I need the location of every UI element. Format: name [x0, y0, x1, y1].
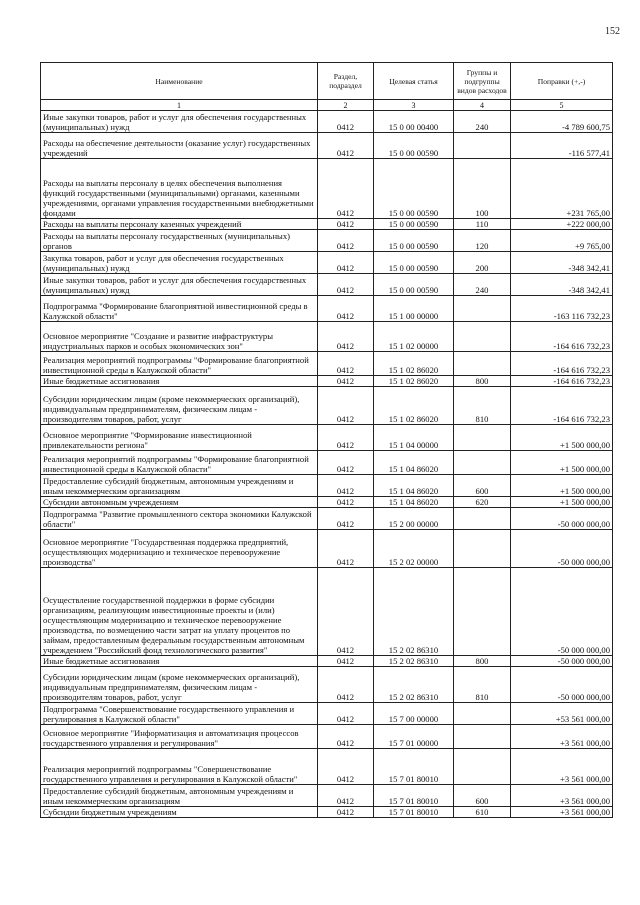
row-amount-cell: +3 561 000,00 — [511, 749, 613, 785]
row-amount-cell: -50 000 000,00 — [511, 667, 613, 703]
row-name-cell: Осуществление государственной поддержки в форме субсидии организациям, реализующим инвестиционные проекты и (или) осуществляющим модернизацию и техническое перевооружение производства, по возмещению части затрат на уплату процентов по займам, предоставленным федеральным государственным автономным учреждением "Российский фонд технологического развития" — [41, 568, 318, 656]
row-name-cell: Субсидии бюджетным учреждениям — [41, 807, 318, 818]
row-name-cell: Основное мероприятие "Информатизация и автоматизация процессов государственного управления и регулирования" — [41, 725, 318, 749]
table-row — [41, 530, 613, 568]
row-group-cell — [454, 425, 511, 451]
row-target-cell: 15 1 04 86020 — [374, 451, 454, 475]
row-target-cell: 15 0 00 00590 — [374, 274, 454, 296]
row-group-cell: 610 — [454, 807, 511, 818]
row-amount-cell: +222 000,00 — [511, 219, 613, 230]
table-row — [41, 475, 613, 497]
header-amendment: Поправки (+,-) — [511, 63, 613, 100]
row-target-cell: 15 2 02 86310 — [374, 656, 454, 667]
row-section-cell: 0412 — [318, 387, 374, 425]
table-row — [41, 296, 613, 322]
column-numbers-row — [41, 100, 613, 111]
table-body — [41, 111, 613, 818]
row-group-cell — [454, 133, 511, 159]
table-row — [41, 451, 613, 475]
table-row — [41, 425, 613, 451]
row-target-cell: 15 7 01 80010 — [374, 785, 454, 807]
row-section-cell: 0412 — [318, 508, 374, 530]
row-group-cell: 100 — [454, 159, 511, 219]
row-section-cell: 0412 — [318, 451, 374, 475]
row-amount-cell: +53 561 000,00 — [511, 703, 613, 725]
table-row — [41, 656, 613, 667]
row-target-cell: 15 0 00 00590 — [374, 159, 454, 219]
row-section-cell: 0412 — [318, 376, 374, 387]
row-amount-cell: +1 500 000,00 — [511, 425, 613, 451]
table-row — [41, 568, 613, 656]
row-section-cell: 0412 — [318, 497, 374, 508]
table-row — [41, 274, 613, 296]
budget-amendments-table — [40, 62, 613, 818]
row-target-cell: 15 2 02 86310 — [374, 667, 454, 703]
row-name-cell: Основное мероприятие "Формирование инвестиционной привлекательности региона" — [41, 425, 318, 451]
row-amount-cell: -348 342,41 — [511, 252, 613, 274]
table-row — [41, 111, 613, 133]
row-target-cell: 15 7 01 00000 — [374, 725, 454, 749]
row-section-cell: 0412 — [318, 425, 374, 451]
row-group-cell — [454, 703, 511, 725]
row-amount-cell: -164 616 732,23 — [511, 322, 613, 352]
row-section-cell: 0412 — [318, 322, 374, 352]
row-group-cell: 200 — [454, 252, 511, 274]
row-group-cell — [454, 568, 511, 656]
row-group-cell — [454, 725, 511, 749]
row-section-cell: 0412 — [318, 252, 374, 274]
row-name-cell: Реализация мероприятий подпрограммы "Формирование благоприятной инвестиционной среды в Калужской области" — [41, 451, 318, 475]
row-target-cell: 15 1 02 00000 — [374, 322, 454, 352]
row-target-cell: 15 7 00 00000 — [374, 703, 454, 725]
column-number: 4 — [454, 100, 511, 111]
row-name-cell: Расходы на выплаты персоналу государственных (муниципальных) органов — [41, 230, 318, 252]
row-amount-cell: +3 561 000,00 — [511, 807, 613, 818]
row-group-cell: 810 — [454, 387, 511, 425]
table-row — [41, 508, 613, 530]
row-target-cell: 15 7 01 80010 — [374, 807, 454, 818]
row-section-cell: 0412 — [318, 296, 374, 322]
row-group-cell — [454, 296, 511, 322]
row-name-cell: Расходы на обеспечение деятельности (оказание услуг) государственных учреждений — [41, 133, 318, 159]
row-name-cell: Субсидии юридическим лицам (кроме некоммерческих организаций), индивидуальным предпринимателям, физическим лицам - производителям товаров, работ, услуг — [41, 387, 318, 425]
row-section-cell: 0412 — [318, 785, 374, 807]
row-section-cell: 0412 — [318, 807, 374, 818]
row-target-cell: 15 1 02 86020 — [374, 387, 454, 425]
row-section-cell: 0412 — [318, 530, 374, 568]
table-row — [41, 376, 613, 387]
row-group-cell: 600 — [454, 475, 511, 497]
row-name-cell: Иные бюджетные ассигнования — [41, 376, 318, 387]
row-amount-cell: -348 342,41 — [511, 274, 613, 296]
row-amount-cell: -116 577,41 — [511, 133, 613, 159]
row-amount-cell: -163 116 732,23 — [511, 296, 613, 322]
row-amount-cell: -50 000 000,00 — [511, 568, 613, 656]
row-name-cell: Иные закупки товаров, работ и услуг для обеспечения государственных (муниципальных) нужд — [41, 111, 318, 133]
table-row — [41, 497, 613, 508]
table-row — [41, 133, 613, 159]
row-target-cell: 15 2 02 00000 — [374, 530, 454, 568]
table-row — [41, 322, 613, 352]
page-number: 152 — [605, 26, 620, 37]
row-target-cell: 15 0 00 00590 — [374, 219, 454, 230]
row-amount-cell: -164 616 732,23 — [511, 352, 613, 376]
row-group-cell: 800 — [454, 656, 511, 667]
row-target-cell: 15 1 04 86020 — [374, 497, 454, 508]
row-section-cell: 0412 — [318, 656, 374, 667]
row-group-cell: 620 — [454, 497, 511, 508]
row-amount-cell: -50 000 000,00 — [511, 530, 613, 568]
row-amount-cell: +3 561 000,00 — [511, 785, 613, 807]
table-row — [41, 703, 613, 725]
row-group-cell — [454, 530, 511, 568]
row-amount-cell: +3 561 000,00 — [511, 725, 613, 749]
row-amount-cell: +1 500 000,00 — [511, 451, 613, 475]
row-target-cell: 15 0 00 00590 — [374, 252, 454, 274]
row-group-cell — [454, 749, 511, 785]
row-name-cell: Основное мероприятие "Создание и развитие инфраструктуры индустриальных парков и особых экономических зон" — [41, 322, 318, 352]
row-name-cell: Иные бюджетные ассигнования — [41, 656, 318, 667]
row-section-cell: 0412 — [318, 352, 374, 376]
table-row — [41, 387, 613, 425]
row-group-cell: 600 — [454, 785, 511, 807]
row-amount-cell: -50 000 000,00 — [511, 656, 613, 667]
table-row — [41, 725, 613, 749]
row-group-cell — [454, 352, 511, 376]
table-row — [41, 252, 613, 274]
row-group-cell — [454, 508, 511, 530]
row-target-cell: 15 2 00 00000 — [374, 508, 454, 530]
header-group: Группы и подгруппы видов расходов — [454, 63, 511, 100]
table-row — [41, 807, 613, 818]
row-section-cell: 0412 — [318, 725, 374, 749]
row-section-cell: 0412 — [318, 667, 374, 703]
row-group-cell — [454, 451, 511, 475]
row-target-cell: 15 2 02 86310 — [374, 568, 454, 656]
row-section-cell: 0412 — [318, 159, 374, 219]
row-section-cell: 0412 — [318, 274, 374, 296]
row-name-cell: Основное мероприятие "Государственная поддержка предприятий, осуществляющих модернизацию и техническое перевооружение производства" — [41, 530, 318, 568]
row-amount-cell: -164 616 732,23 — [511, 376, 613, 387]
row-name-cell: Закупка товаров, работ и услуг для обеспечения государственных (муниципальных) нужд — [41, 252, 318, 274]
row-section-cell: 0412 — [318, 219, 374, 230]
row-section-cell: 0412 — [318, 749, 374, 785]
row-target-cell: 15 1 04 86020 — [374, 475, 454, 497]
row-name-cell: Субсидии юридическим лицам (кроме некоммерческих организаций), индивидуальным предпринимателям, физическим лицам - производителям товаров, работ, услуг — [41, 667, 318, 703]
row-name-cell: Подпрограмма "Развитие промышленного сектора экономики Калужской области" — [41, 508, 318, 530]
column-number: 5 — [511, 100, 613, 111]
row-name-cell: Расходы на выплаты персоналу в целях обеспечения выполнения функций государственными (муниципальными) органами, казенными учреждениями, органами управления государственными внебюджетными фондами — [41, 159, 318, 219]
row-group-cell: 240 — [454, 111, 511, 133]
row-target-cell: 15 1 00 00000 — [374, 296, 454, 322]
row-name-cell: Иные закупки товаров, работ и услуг для обеспечения государственных (муниципальных) нужд — [41, 274, 318, 296]
row-group-cell: 240 — [454, 274, 511, 296]
row-name-cell: Расходы на выплаты персоналу казенных учреждений — [41, 219, 318, 230]
row-group-cell: 810 — [454, 667, 511, 703]
row-target-cell: 15 1 02 86020 — [374, 352, 454, 376]
row-target-cell: 15 0 00 00590 — [374, 133, 454, 159]
row-name-cell: Реализация мероприятий подпрограммы "Совершенствование государственного управления и регулирования в Калужской области" — [41, 749, 318, 785]
table-row — [41, 749, 613, 785]
row-amount-cell: +231 765,00 — [511, 159, 613, 219]
row-name-cell: Подпрограмма "Совершенствование государственного управления и регулирования в Калужской области" — [41, 703, 318, 725]
header-target: Целевая статья — [374, 63, 454, 100]
row-section-cell: 0412 — [318, 230, 374, 252]
row-group-cell: 120 — [454, 230, 511, 252]
row-amount-cell: +1 500 000,00 — [511, 497, 613, 508]
row-group-cell: 800 — [454, 376, 511, 387]
row-name-cell: Предоставление субсидий бюджетным, автономным учреждениям и иным некоммерческим организациям — [41, 785, 318, 807]
table-row — [41, 785, 613, 807]
row-section-cell: 0412 — [318, 133, 374, 159]
column-number: 1 — [41, 100, 318, 111]
row-amount-cell: +9 765,00 — [511, 230, 613, 252]
table-row — [41, 219, 613, 230]
table-header-row — [41, 63, 613, 100]
row-amount-cell: +1 500 000,00 — [511, 475, 613, 497]
row-amount-cell: -4 789 600,75 — [511, 111, 613, 133]
row-amount-cell: -50 000 000,00 — [511, 508, 613, 530]
row-section-cell: 0412 — [318, 703, 374, 725]
row-target-cell: 15 1 04 00000 — [374, 425, 454, 451]
header-section: Раздел, подраздел — [318, 63, 374, 100]
row-group-cell: 110 — [454, 219, 511, 230]
table-row — [41, 352, 613, 376]
table-row — [41, 230, 613, 252]
row-name-cell: Субсидии автономным учреждениям — [41, 497, 318, 508]
row-name-cell: Подпрограмма "Формирование благоприятной инвестиционной среды в Калужской области" — [41, 296, 318, 322]
header-name: Наименование — [41, 63, 318, 100]
row-section-cell: 0412 — [318, 475, 374, 497]
row-target-cell: 15 0 00 00590 — [374, 230, 454, 252]
row-amount-cell: -164 616 732,23 — [511, 387, 613, 425]
row-target-cell: 15 7 01 80010 — [374, 749, 454, 785]
row-name-cell: Реализация мероприятий подпрограммы "Формирование благоприятной инвестиционной среды в Калужской области" — [41, 352, 318, 376]
row-target-cell: 15 1 02 86020 — [374, 376, 454, 387]
column-number: 3 — [374, 100, 454, 111]
row-name-cell: Предоставление субсидий бюджетным, автономным учреждениям и иным некоммерческим организациям — [41, 475, 318, 497]
column-number: 2 — [318, 100, 374, 111]
table-row — [41, 159, 613, 219]
row-section-cell: 0412 — [318, 111, 374, 133]
row-group-cell — [454, 322, 511, 352]
table-row — [41, 667, 613, 703]
row-section-cell: 0412 — [318, 568, 374, 656]
row-target-cell: 15 0 00 00400 — [374, 111, 454, 133]
